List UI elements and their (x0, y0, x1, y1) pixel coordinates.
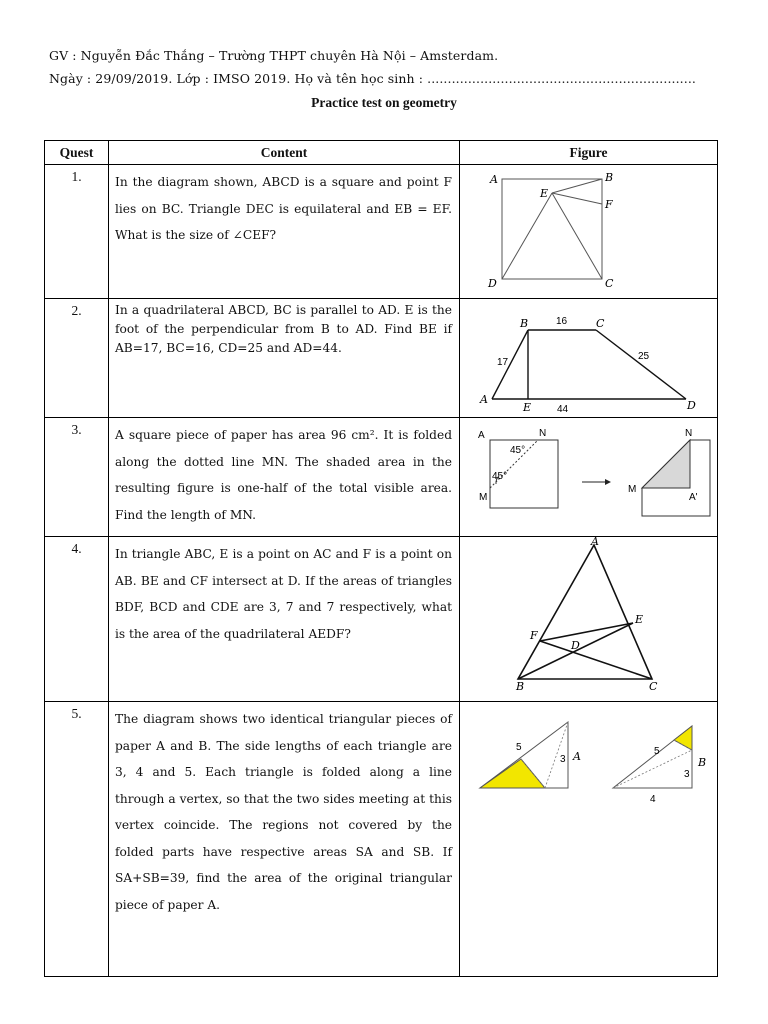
label-E: E (635, 613, 644, 626)
label-D: D (488, 277, 497, 290)
figure-cell (460, 702, 718, 977)
label-A-prime: A' (689, 492, 698, 503)
length-16: 16 (556, 316, 568, 327)
table-row (45, 165, 718, 299)
question-number: 2. (45, 299, 109, 418)
table-row (45, 299, 718, 418)
label-C: C (605, 277, 614, 290)
label-M-folded: M (628, 484, 637, 495)
table-row (45, 702, 718, 977)
arrow-icon (582, 479, 611, 485)
figure-trapezoid (460, 299, 718, 416)
label-N-folded: N (685, 428, 693, 439)
question-text: In triangle ABC, E is a point on AC and F is a point on AB. BE and CF intersect at D. If the areas of triangles BDF, BCD and CDE are 3, 7 and 7 respectively, what is the area of the quadrilateral AEDF? (109, 537, 460, 702)
figure-cell (460, 299, 718, 418)
label-A: A (573, 750, 581, 763)
date-class-line: Ngày : 29/09/2019. Lớp : IMSO 2019. Họ và tên học sinh : .................................................................. (49, 71, 696, 86)
label-A: A (591, 537, 599, 548)
label-E: E (523, 401, 532, 414)
label-F: F (605, 198, 613, 211)
length-25: 25 (638, 351, 650, 362)
question-text: In a quadrilateral ABCD, BC is parallel to AD. E is the foot of the perpendicular from B to AD. Find BE if AB=17, BC=16, CD=25 and AD=44. (109, 299, 460, 418)
label-E: E (540, 187, 549, 200)
figure-cell (460, 418, 718, 537)
question-text: The diagram shows two identical triangular pieces of paper A and B. The side lengths of each triangle are 3, 4 and 5. Each triangle is folded along a line through a vertex, so that the two sides meeting at this vertex coincide. The regions not covered by the folded parts have respective areas SA and SB. If SA+SB=39, find the area of the original triangular piece of paper A. (109, 702, 460, 977)
figure-cell (460, 537, 718, 702)
label-B: B (520, 317, 529, 330)
teacher-line: GV : Nguyễn Đắc Thắng – Trường THPT chuyên Hà Nội – Amsterdam. (49, 48, 499, 63)
question-text-before-unit: A square piece of paper has area 96 cm². It is folded along the dotted line MN. The shaded area in the resulting figure is one-half of the total visible area. Find the length of MN. (115, 428, 452, 522)
question-number: 1. (45, 165, 109, 299)
table-header-row (45, 141, 718, 165)
side-5-B: 5 (654, 746, 660, 757)
side-4-B: 4 (650, 794, 656, 805)
side-3-B: 3 (684, 769, 690, 780)
length-17: 17 (497, 357, 509, 368)
label-B: B (605, 171, 614, 184)
question-text: In the diagram shown, ABCD is a square and point F lies on BC. Triangle DEC is equilateral and EB = EF. What is the size of ∠CEF? (109, 165, 460, 299)
question-text (109, 418, 460, 537)
figure-folded-triangles (460, 702, 718, 822)
question-number: 3. (45, 418, 109, 537)
table-row (45, 418, 718, 537)
label-N: N (539, 428, 547, 439)
problems-table (44, 140, 718, 977)
figure-cell (460, 165, 718, 299)
label-B: B (516, 680, 525, 693)
angle-45-top: 45° (510, 445, 526, 456)
label-A: A (490, 173, 498, 186)
side-3-A: 3 (560, 754, 566, 765)
label-D: D (687, 399, 696, 412)
label-F: F (530, 629, 538, 642)
col-header-quest: Quest (45, 141, 109, 165)
col-header-figure: Figure (460, 141, 718, 165)
label-A: A (478, 430, 485, 441)
table-row (45, 537, 718, 702)
side-5-A: 5 (516, 742, 522, 753)
label-A: A (480, 393, 488, 406)
label-D: D (571, 639, 580, 652)
figure-triangle-cevians (460, 537, 718, 700)
label-M: M (479, 492, 488, 503)
page-title: Practice test on geometry (311, 95, 457, 110)
label-C: C (649, 680, 658, 693)
figure-folded-square (460, 418, 718, 535)
question-number: 5. (45, 702, 109, 977)
label-C: C (596, 317, 605, 330)
question-number: 4. (45, 537, 109, 702)
figure-square-equilateral (460, 165, 718, 297)
length-44: 44 (557, 404, 569, 415)
col-header-content: Content (109, 141, 460, 165)
label-B: B (698, 756, 707, 769)
angle-45-left: 45° (492, 471, 508, 482)
